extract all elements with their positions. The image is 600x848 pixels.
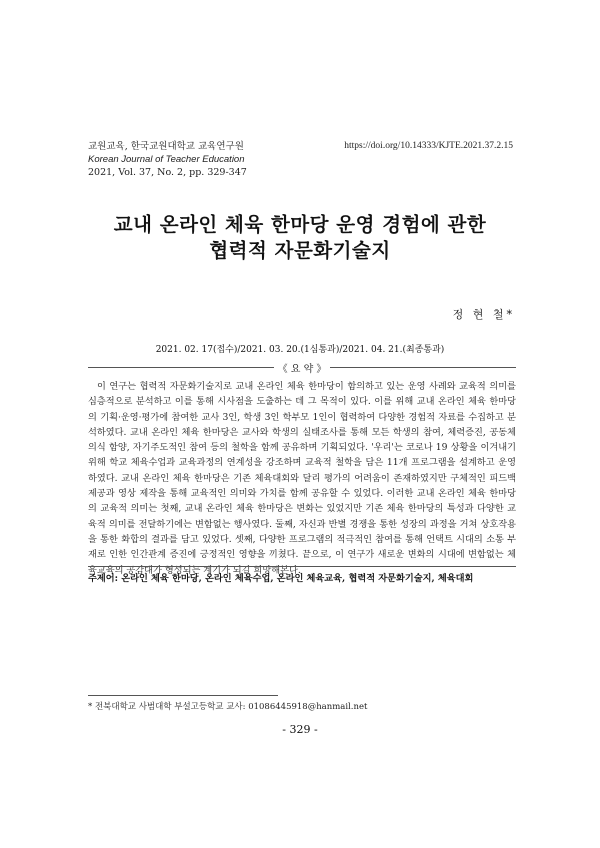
- journal-name: Korean Journal of Teacher Education: [88, 154, 245, 165]
- doi-link[interactable]: https://doi.org/10.14333/KJTE.2021.37.2.15: [344, 141, 513, 151]
- title-line-1: 교내 온라인 체육 한마당 운영 경험에 관한: [113, 213, 487, 236]
- abstract-body: [88, 379, 516, 578]
- author-footnote: * 전북대학교 사범대학 부설고등학교 교사: 01086445918@hanmail.net: [88, 702, 368, 712]
- footnote-rule: [88, 695, 278, 696]
- abstract-bottom-rule: [88, 566, 516, 567]
- journal-header: [88, 140, 247, 179]
- submission-dates: 2021. 02. 17(접수)/2021. 03. 20.(1심통과)/2021. 04. 21.(최종통과): [155, 345, 445, 355]
- title-line-2: 협력적 자문화기술지: [209, 239, 391, 262]
- paper-title: [60, 212, 540, 264]
- abstract-label: 《 요 약 》: [274, 364, 331, 375]
- volume-info: 2021, Vol. 37, No. 2, pp. 329-347: [88, 167, 247, 178]
- author-name: 정 현 철*: [452, 308, 515, 321]
- publisher-line: 교원교육, 한국교원대학교 교육연구원: [88, 141, 244, 152]
- abstract-heading: [88, 360, 516, 374]
- page-number: - 329 -: [282, 723, 318, 736]
- abstract-text: 이 연구는 협력적 자문화기술지로 교내 온라인 체육 한마당이 함의하고 있는 운영 사례와 교육적 의미를 심층적으로 분석하고 이를 통해 시사점을 도출하는 데 그 목적이 있다. 이를 위해 교내 온라인 체육 한마당의 기획·운영·평가에 참여한 교사 3인, 학생 3인 학부모 1인이 협력하여 다양한 경험적 자료를 수집하고 분석하였다. 교내 온라인 체육 한마당은 교사와 학생의 실태조사를 통해 모든 학생의 참여, 체력증진, 공동체 의식 함양, 자기주도적인 참여 등의 철학을 함께 공유하며 기획되었다. '우리'는 코로나 19 상황을 이겨내기 위해 학교 체육수업과 교육과정의 연계성을 강조하며 교육적 철학을 담은 11개 프로그램을 설계하고 운영하였다. 교내 온라인 체육 한마당은 기존 체육대회와 달리 평가의 어려움이 존재하였지만 구체적인 피드백 제공과 영상 제작을 통해 교육적인 의미와 가치를 함께 공유할 수 있었다. 이러한 교내 온라인 체육 한마당의 교육적 의미는 첫째, 교내 온라인 체육 한마당은 변화는 있었지만 기존 체육 한마당의 특성과 다양한 교육적 의미를 전달하기에는 변함없는 행사였다. 둘째, 자신과 반별 경쟁을 통한 성장의 과정을 거쳐 상호작용을 통한 화합의 결과를 담고 있었다. 셋째, 다양한 프로그램의 적극적인 참여를 통해 언택트 시대의 소통 부재로 인한 인간관계 증진에 긍정적인 영향을 끼쳤다. 끝으로, 이 연구가 새로운 변화의 시대에 변함없는 체육교육의 공감대가 형성되는 계기가 되길 희망해본다.: [88, 381, 516, 576]
- keywords: 주제어: 온라인 체육 한마당, 온라인 체육수업, 온라인 체육교육, 협력적 자문화기술지, 체육대회: [88, 573, 474, 584]
